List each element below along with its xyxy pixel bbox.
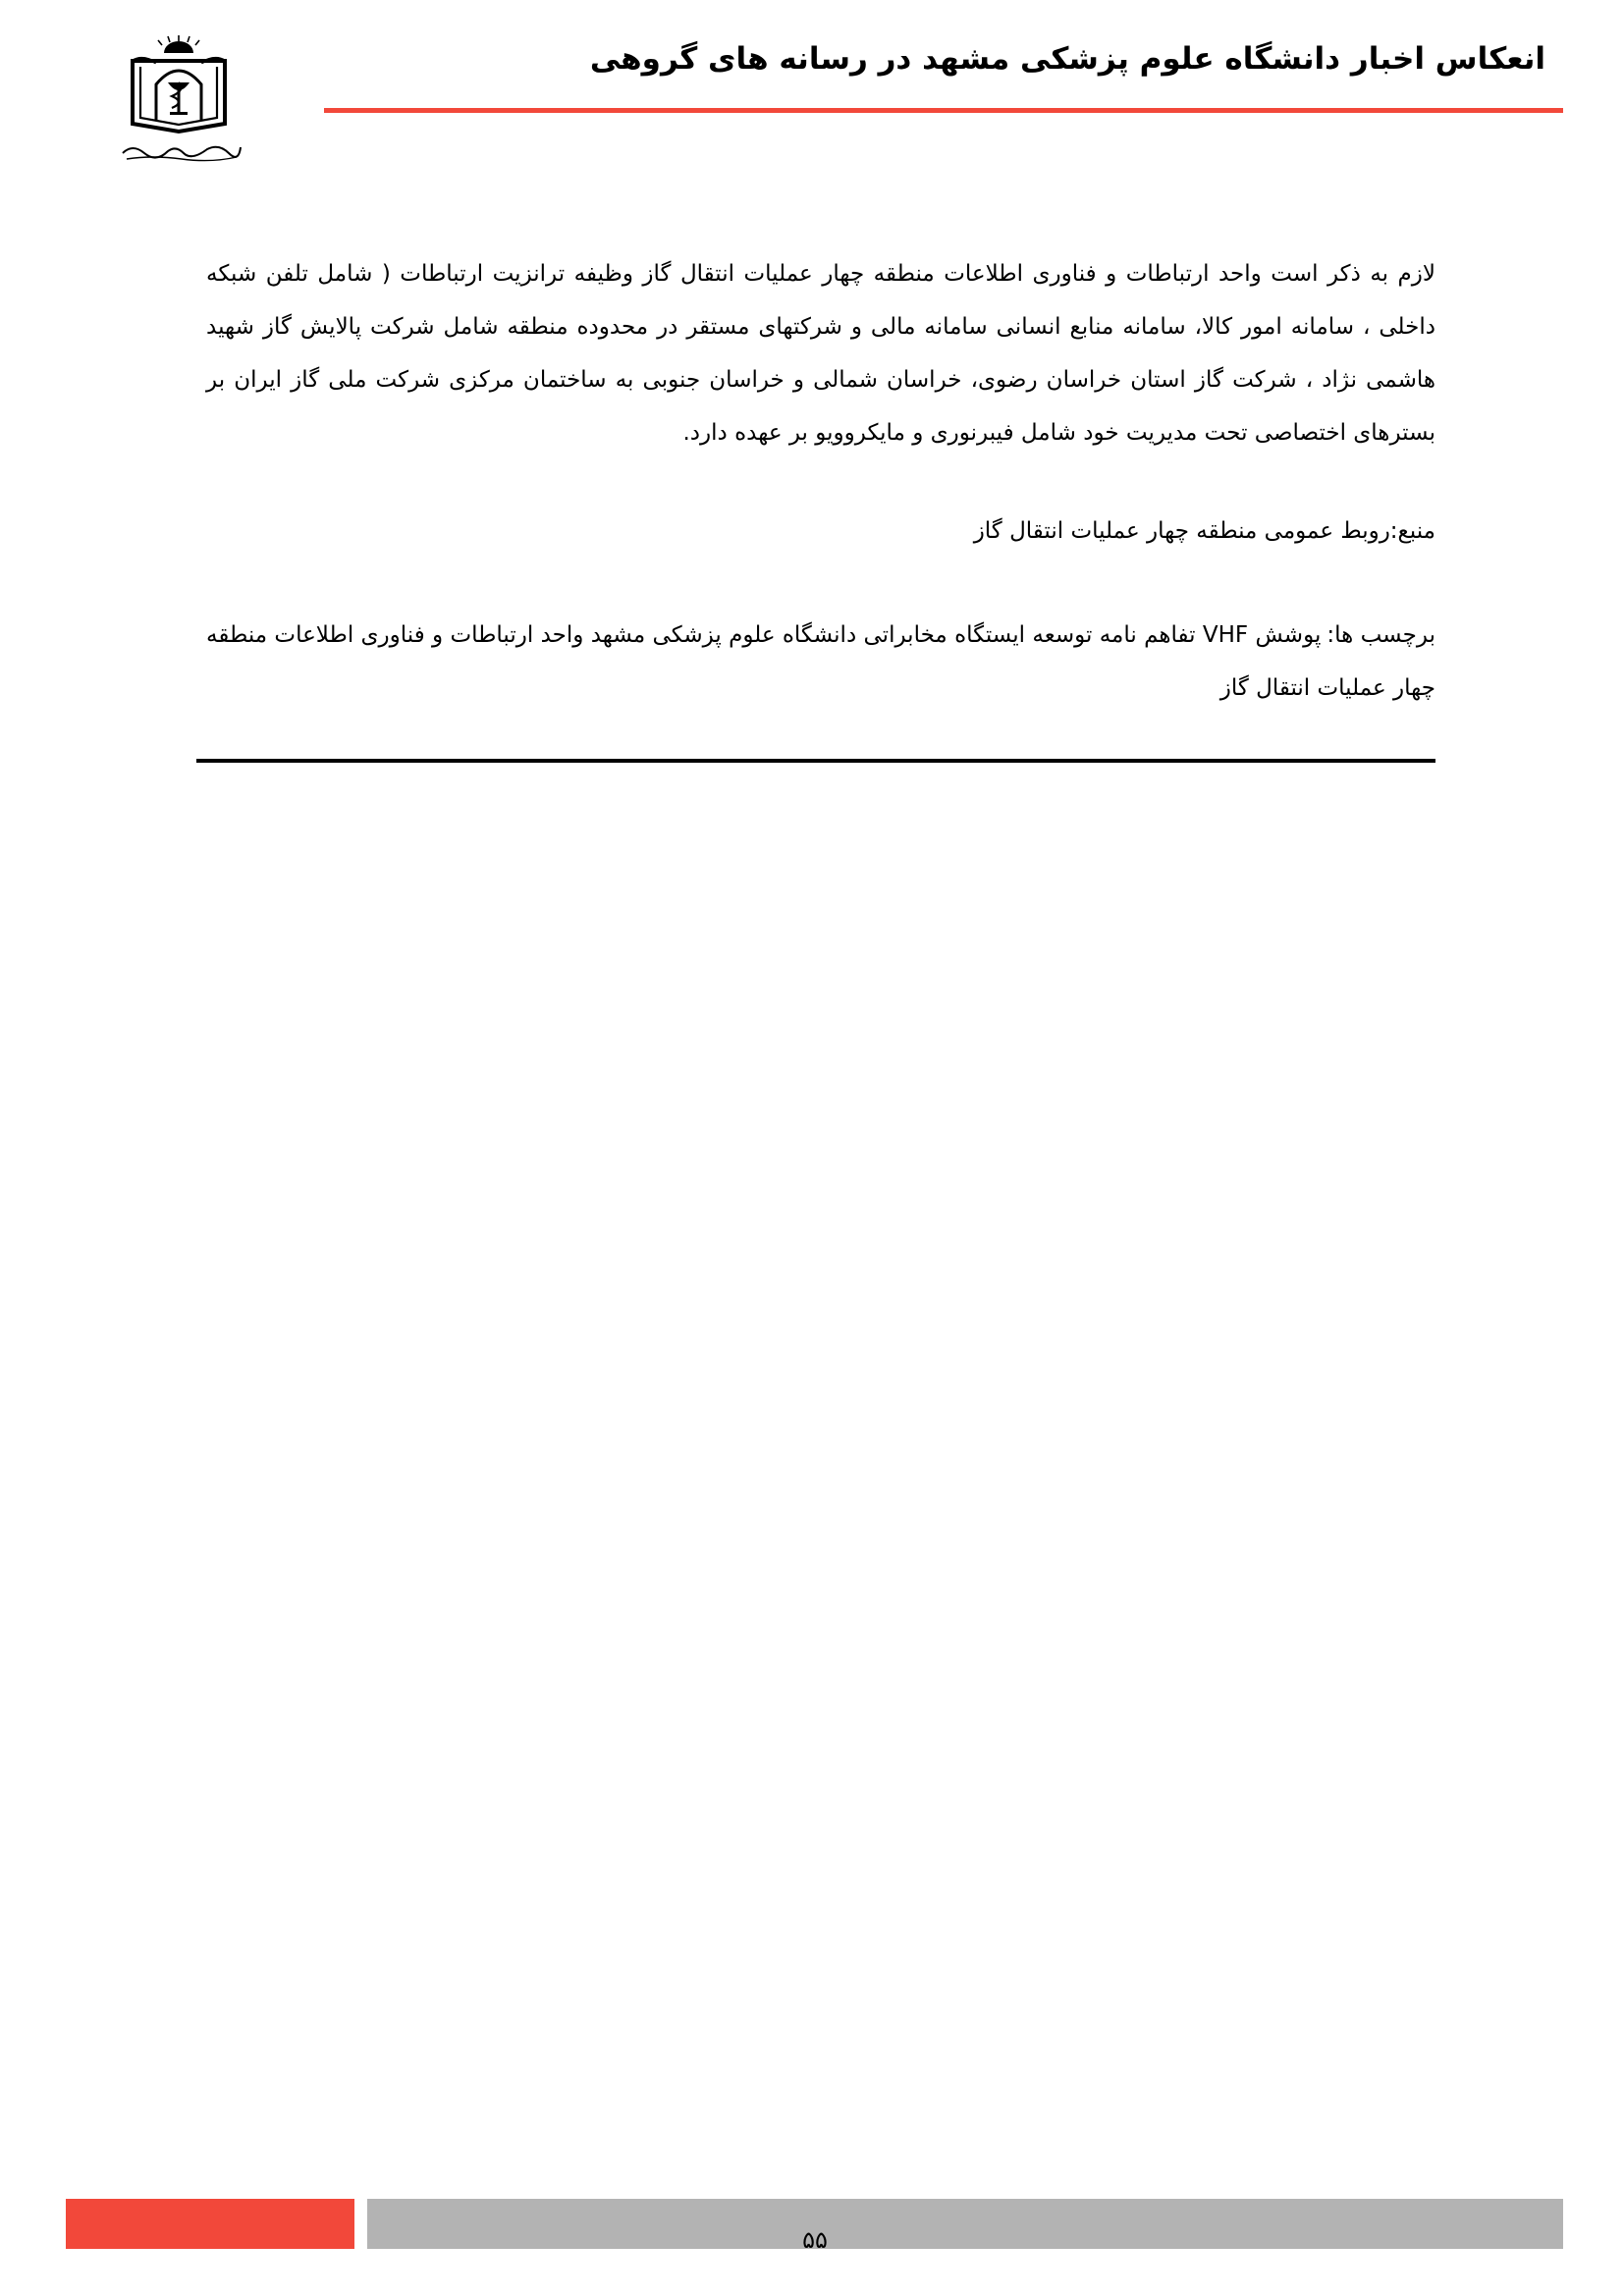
page-title: انعکاس اخبار دانشگاه علوم پزشکی مشهد در رسانه های گروهی [589,41,1545,77]
footer-accent-bar [66,2199,354,2249]
article-end-divider [196,759,1435,763]
source-line: منبع:روبط عمومی منطقه چهار عملیات انتقال گاز [973,518,1435,544]
article-paragraph: لازم به ذکر است واحد ارتباطات و فناوری اطلاعات منطقه چهار عملیات انتقال گاز وظیفه ترانزیت ارتباطات ( شامل تلفن شبکه داخلی ، سامانه امور کالا، سامانه منابع انسانی سامانه مالی و شرکتهای مستقر در محدوده منطقه شامل شرکت پالایش گاز شهید هاشمی نژاد ، شرکت گاز استان خراسان رضوی، خراسان شمالی و خراسان جنوبی به ساختمان مرکزی شرکت ملی گاز ایران بر بسترهای اختصاصی تحت مدیریت خود شامل فیبرنوری و مایکروویو بر عهده دارد. [206,261,1435,446]
tags-label: برچسب ها: [1326,622,1435,648]
tags-line [206,609,1435,715]
page-number: ۵۵ [802,2226,828,2254]
university-logo-icon [113,33,245,166]
tags-text: پوشش VHF تفاهم نامه توسعه ایستگاه مخابراتی دانشگاه علوم پزشکی مشهد واحد ارتباطات و فناوری اطلاعات منطقه چهار عملیات انتقال گاز [206,622,1435,701]
header-divider [324,108,1563,113]
footer-gray-bar [367,2199,1563,2249]
